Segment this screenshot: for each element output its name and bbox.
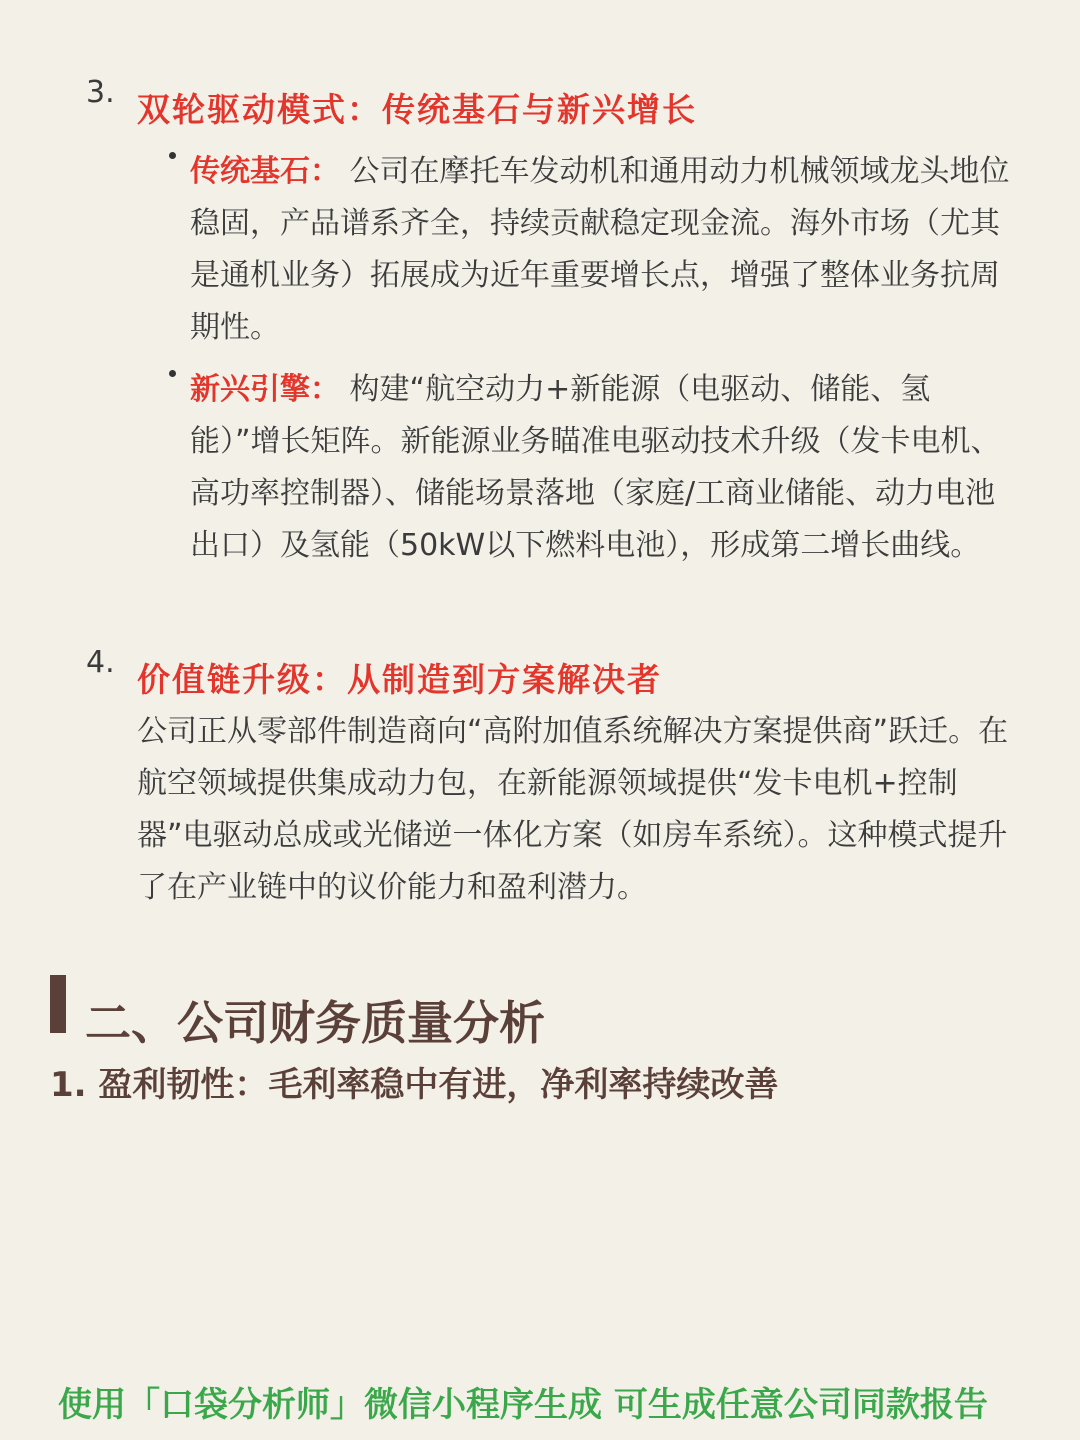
- section-subtitle: 1. 盈利韧性：毛利率稳中有进，净利率持续改善: [50, 1065, 779, 1105]
- section-marker-bar: [50, 975, 66, 1033]
- list-number-3: 3.: [86, 75, 115, 110]
- bullet-traditional-label: 传统基石：: [190, 154, 340, 189]
- bullet-emerging-label: 新兴引擎：: [190, 372, 340, 407]
- bullet-emerging: [190, 364, 1020, 572]
- list-number-4: 4.: [86, 645, 115, 680]
- section-title: 二、公司财务质量分析: [85, 996, 545, 1050]
- item-4-heading: 价值链升级：从制造到方案解决者: [137, 660, 662, 699]
- bullet-traditional: [190, 146, 1020, 354]
- bullet-emerging-text: 构建“航空动力+新能源（电驱动、储能、氢能）”增长矩阵。新能源业务瞄准电驱动技术升级（发卡电机、高功率控制器）、储能场景落地（家庭/工商业储能、动力电池出口）及氢能（50kW以下燃料电池），形成第二增长曲线。: [190, 372, 1001, 563]
- bullet-traditional-text: 公司在摩托车发动机和通用动力机械领域龙头地位稳固，产品谱系齐全，持续贡献稳定现金流。海外市场（尤其是通机业务）拓展成为近年重要增长点，增强了整体业务抗周期性。: [190, 154, 1010, 345]
- item-3-heading: 双轮驱动模式：传统基石与新兴增长: [137, 90, 697, 129]
- bullet-dot-icon: [169, 370, 176, 377]
- bullet-dot-icon: [169, 152, 176, 159]
- footer-promo: 使用「口袋分析师」微信小程序生成 可生成任意公司同款报告: [58, 1385, 988, 1425]
- item-4-body: 公司正从零部件制造商向“高附加值系统解决方案提供商”跃迁。在航空领域提供集成动力包，在新能源领域提供“发卡电机+控制器”电驱动总成或光储逆一体化方案（如房车系统）。这种模式提升了在产业链中的议价能力和盈利潜力。: [137, 714, 1009, 905]
